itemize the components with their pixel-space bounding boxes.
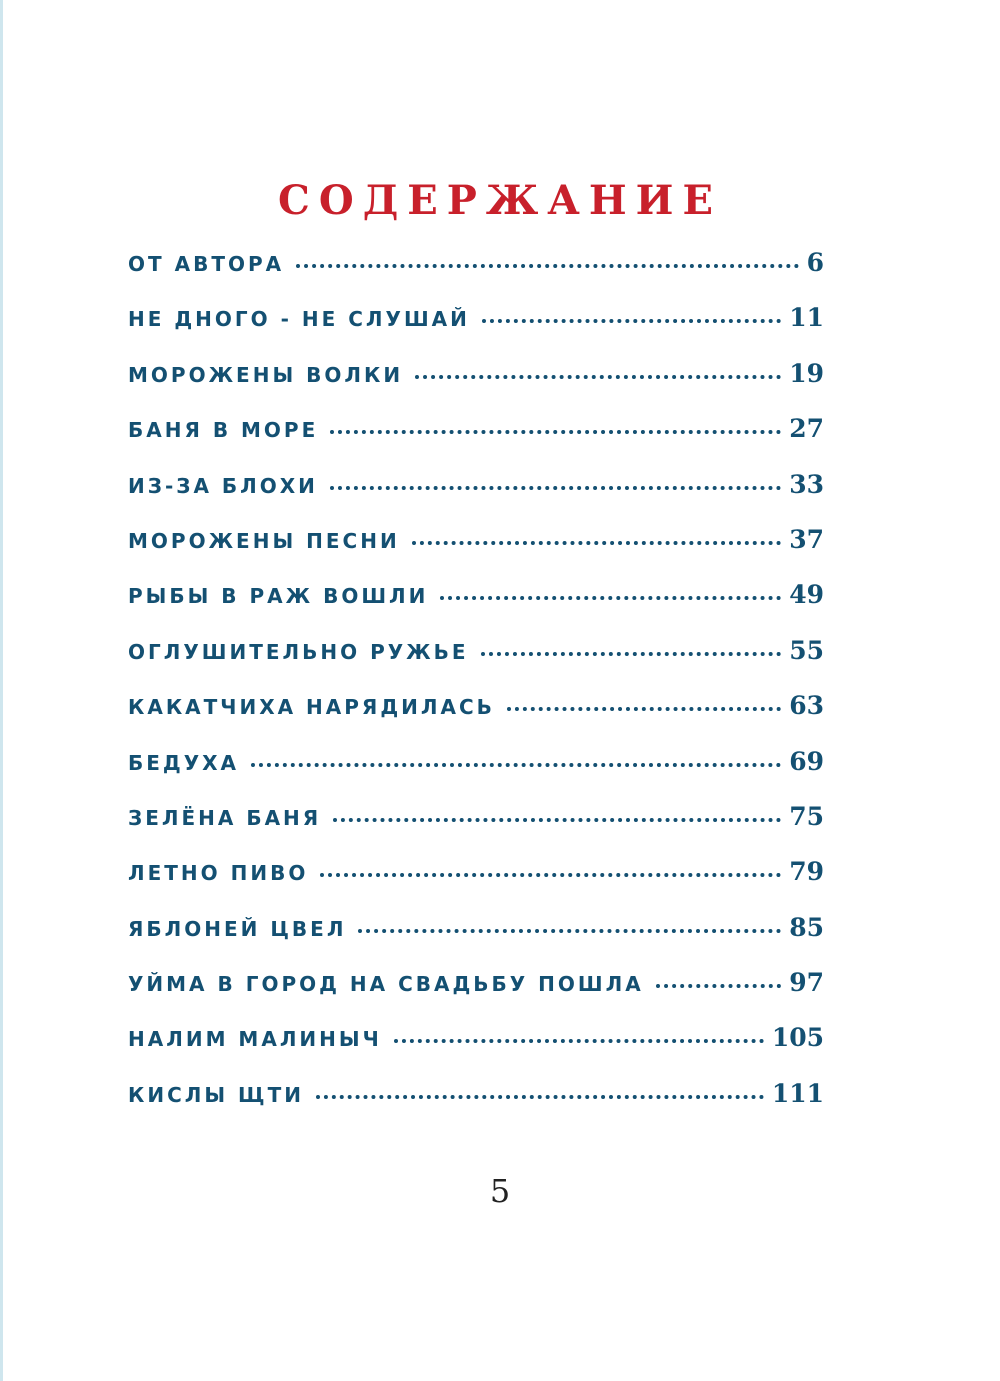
dot-leader (330, 486, 781, 490)
page-number: 5 (489, 1172, 511, 1210)
toc-entry[interactable] (128, 303, 824, 358)
toc-entry-title: ЗЕЛЁНА БАНЯ (128, 805, 322, 830)
contents-title: СОДЕРЖАНИЕ (278, 176, 722, 224)
dot-leader (415, 375, 781, 379)
toc-entry-page: 63 (789, 691, 824, 721)
dot-leader (656, 984, 782, 988)
toc-entry[interactable] (128, 968, 824, 1023)
dot-leader (481, 652, 782, 656)
toc-entry-page: 19 (789, 358, 824, 388)
toc-entry-page: 33 (789, 469, 824, 499)
toc-entry-title: ОГЛУШИТЕЛЬНО РУЖЬЕ (128, 639, 469, 664)
toc-entry-page: 55 (789, 635, 824, 665)
toc-entry-title: КИСЛЫ ЩТИ (128, 1082, 304, 1107)
toc-entry-page: 6 (806, 248, 824, 277)
toc-entry-page: 27 (789, 414, 824, 444)
toc-entry-title: НАЛИМ МАЛИНЫЧ (128, 1027, 382, 1052)
toc-entry-page: 11 (789, 303, 824, 333)
toc-entry-title: ЯБЛОНЕЙ ЦВЕЛ (128, 916, 347, 941)
dot-leader (316, 1095, 764, 1099)
toc-entry-page: 97 (789, 968, 824, 998)
toc-entry-page: 49 (789, 580, 824, 610)
toc-entry[interactable] (128, 691, 824, 746)
toc-entry[interactable] (128, 857, 824, 912)
toc-entry[interactable] (128, 580, 824, 635)
toc-entry-title: БЕДУХА (128, 750, 240, 775)
toc-entry[interactable] (128, 636, 824, 691)
dot-leader (482, 319, 781, 323)
toc-entry-title: ОТ АВТОРА (128, 252, 285, 276)
toc-entry-page: 111 (771, 1078, 824, 1108)
toc-entry-page: 105 (771, 1023, 824, 1053)
dot-leader (333, 818, 781, 822)
dot-leader (440, 596, 781, 600)
toc-entry-page: 85 (789, 912, 824, 942)
dot-leader (507, 707, 781, 711)
dot-leader (412, 541, 782, 545)
toc-entry[interactable] (128, 248, 824, 303)
toc-entry-title: БАНЯ В МОРЕ (128, 418, 319, 443)
dot-leader (251, 763, 781, 767)
toc-entry-page: 75 (789, 801, 824, 831)
toc-entry[interactable] (128, 525, 824, 580)
toc-entry[interactable] (128, 747, 824, 802)
toc-entry[interactable] (128, 1023, 824, 1078)
table-of-contents (128, 248, 824, 1134)
toc-entry[interactable] (128, 913, 824, 968)
toc-entry-title: ИЗ-ЗА БЛОХИ (128, 473, 318, 498)
toc-entry-title: РЫБЫ В РАЖ ВОШЛИ (128, 584, 429, 609)
toc-entry[interactable] (128, 414, 824, 469)
toc-entry[interactable] (128, 1079, 824, 1134)
toc-entry-page: 37 (789, 524, 824, 554)
dot-leader (320, 873, 781, 877)
toc-entry-page: 79 (789, 857, 824, 887)
dot-leader (394, 1039, 764, 1043)
toc-entry-title: НЕ ДНОГО - НЕ СЛУШАЙ (128, 307, 470, 332)
dot-leader (330, 430, 781, 434)
dot-leader (296, 264, 798, 268)
toc-entry-title: УЙМА В ГОРОД НА СВАДЬБУ ПОШЛА (128, 972, 644, 997)
toc-entry[interactable] (128, 470, 824, 525)
toc-entry[interactable] (128, 359, 824, 414)
toc-entry-title: МОРОЖЕНЫ ВОЛКИ (128, 362, 404, 387)
toc-entry-title: МОРОЖЕНЫ ПЕСНИ (128, 528, 400, 553)
toc-entry-title: ЛЕТНО ПИВО (128, 861, 309, 886)
dot-leader (358, 929, 781, 933)
toc-entry-title: КАКАТЧИХА НАРЯДИЛАСЬ (128, 695, 495, 720)
toc-entry-page: 69 (789, 746, 824, 776)
toc-entry[interactable] (128, 802, 824, 857)
